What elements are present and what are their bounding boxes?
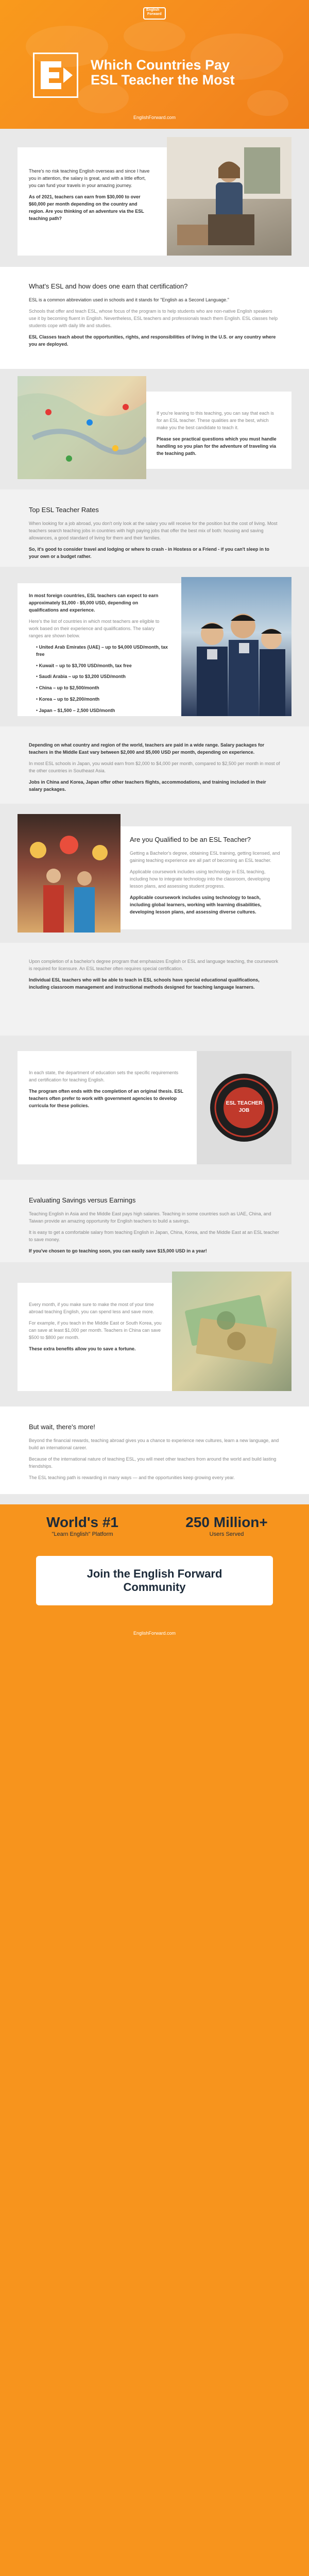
- qualified-text: [130, 835, 282, 920]
- license-section: [0, 943, 309, 1036]
- stat-block-2: [165, 1515, 288, 1539]
- money-illustration: [172, 1272, 291, 1391]
- state-text: [29, 1070, 183, 1114]
- cert-paragraph-1: ESL is a common abbreviation used in schools and it stands for "English as a Second Language.": [29, 297, 229, 303]
- cert-paragraph-3: ESL Classes teach about the opportunities, rights, and responsibilities of living in the U.S. or any country where you are deployed.: [29, 334, 276, 347]
- country-item-label: United Arab Emirates (UAE) – up to $4,000 USD/month, tax free: [36, 644, 168, 657]
- countries-text: [29, 592, 168, 719]
- badge-panel: [197, 1051, 291, 1164]
- hero-banner: [0, 0, 309, 129]
- save-card: [18, 1283, 291, 1391]
- more-title: But wait, there's more!: [29, 1423, 95, 1431]
- interest-highlight: Please see practical questions which you must handle handling so you plan for the adventure of traveling via the teaching path.: [157, 436, 277, 456]
- state-card: [18, 1051, 291, 1164]
- hero-url-link[interactable]: EnglishForward.com: [133, 115, 176, 120]
- money-photo: [172, 1272, 291, 1391]
- depends-paragraph-2: In most ESL schools in Japan, you would earn from $2,000 to $4,000 per month, compared to $2,500 per month in most of the other countries in Southeast Asia.: [29, 760, 280, 773]
- cert-title: What's ESL and how does one earn that certification?: [29, 282, 188, 290]
- intro-paragraph: There's no risk teaching English overseas and since I have you in attention, the salary is great, and with a little effort, you can fund your travels in your amazing journey.: [29, 168, 150, 188]
- stats-cta-banner: [0, 1504, 309, 1623]
- badge-text-top: ESL TEACHER: [226, 1100, 263, 1106]
- stat-2-value: 250 Million+: [185, 1514, 268, 1530]
- footer: [0, 1623, 309, 2576]
- country-item: • Korea – up to $2,200/month: [36, 697, 100, 702]
- license-highlight: Individual ESL teachers who will be able to teach in ESL schools have special educational qualifications, including classroom management and instructional methods designed for teaching language learners.: [29, 977, 260, 990]
- join-community-button[interactable]: [36, 1556, 273, 1605]
- stat-1-value: World's #1: [46, 1514, 118, 1530]
- arrow-e-logo-icon: [33, 53, 78, 98]
- cert-section: [0, 267, 309, 369]
- countries-card: [18, 583, 291, 716]
- intro-text: [29, 168, 152, 227]
- depends-section: [0, 726, 309, 804]
- depends-paragraph-1: [29, 742, 280, 756]
- country-item-label: Korea – up to $2,200/month: [39, 697, 100, 702]
- save-paragraph-3: These extra benefits allow you to save a fortune.: [29, 1346, 136, 1351]
- country-item-label: China – up to $2,500/month: [39, 685, 99, 691]
- badge-text-bottom: JOB: [238, 1108, 250, 1113]
- stat-2-label: Users Served: [209, 1531, 244, 1537]
- intro-highlight: As of 2021, teachers can earn from $30,000 to over $60,000 per month depending on the country and region. Are you thinking of an adventure via the ESL teaching path?: [29, 194, 144, 221]
- savings-paragraph-1: Teaching English in Asia and the Middle East pays high salaries. Teaching in some countries such as UAE, China, and Taiwan provide an amazing opportunity for English teachers to build a savings.: [29, 1211, 271, 1224]
- license-content: [29, 958, 280, 995]
- cert-content: [29, 281, 280, 352]
- map-pins-illustration: [18, 376, 146, 479]
- depends-content: [29, 742, 280, 798]
- interest-text: [157, 410, 280, 462]
- students-photo: [181, 577, 291, 716]
- rates-section: [0, 489, 309, 567]
- qualified-card: [121, 826, 291, 929]
- savings-title: Evaluating Savings versus Earnings: [29, 1196, 136, 1204]
- rates-paragraph-1: When looking for a job abroad, you don't only look at the salary you will receive for the position but the cost of living. Most teachers search teaching jobs in countries with high paying jobs that offer the best mix of both: housing and saving allowances, a good standard of living for them and their families.: [29, 521, 278, 541]
- stat-1-label: "Learn English" Platform: [52, 1531, 113, 1537]
- rates-paragraph-2: So, it's good to consider travel and lodging or where to crash - in Hostess or a Friend - if you can't sleep in to your own or a budget rather.: [29, 546, 269, 559]
- more-paragraph-1: Beyond the financial rewards, teaching abroad gives you a chance to experience new cultures, learn a new language, and build an international career.: [29, 1438, 279, 1451]
- more-paragraph-2: Because of the international nature of teaching ESL, you will meet other teachers from around the world and build lasting friendships.: [29, 1456, 277, 1469]
- students-illustration: [181, 577, 291, 716]
- countries-note: Here's the list of countries in which most teachers are eligible to work based on their experience and qualifications. The salary ranges are shown below.: [29, 618, 160, 638]
- festival-photo: [18, 814, 121, 933]
- teacher-illustration: [167, 137, 291, 256]
- state-paragraph-1: In each state, the department of education sets the specific requirements and certification for teaching English.: [29, 1070, 179, 1082]
- rates-content: [29, 505, 280, 565]
- savings-content: [29, 1195, 280, 1259]
- teacher-photo: [167, 137, 291, 256]
- country-item: • China – up to $2,500/month: [36, 685, 99, 691]
- qualified-paragraph-2: Applicable coursework includes using technology in ESL teaching, including how to integrate technology into the classroom, developing lesson plans, and assessing student progress.: [130, 869, 270, 889]
- save-paragraph-1: Every month, if you make sure to make the most of your time abroad teaching English, you can spend less and save more.: [29, 1302, 154, 1314]
- qualified-paragraph-1: Getting a Bachelor's degree, obtaining ESL training, getting licensed, and gaining teaching experience are all part of becoming an ESL teacher.: [130, 851, 280, 863]
- state-paragraph-2: The program often ends with the completion of an original thesis. ESL teachers often prefer to work with government agencies to develop curricula for these policies.: [29, 1088, 183, 1108]
- country-item-label: Saudi Arabia – up to $3,200 USD/month: [39, 674, 126, 680]
- qualified-paragraph-3: Applicable coursework includes using technology to teach, including global learners, working with learning disabilities, developing lesson plans, and assessing diverse cultures.: [130, 894, 262, 914]
- depends-highlight: Depending on what country and region of the world, teachers are paid in a wide range. Salary packages for teachers in the Middle East vary between $2,000 and $5,000 USD per month, depending on experience.: [29, 742, 265, 755]
- stat-block-1: [21, 1515, 144, 1539]
- footer-url-link[interactable]: EnglishForward.com: [133, 1631, 176, 1636]
- intro-card: [18, 147, 291, 256]
- logo-text-forward: Forward: [147, 12, 162, 16]
- more-paragraph-3: The ESL teaching path is rewarding in many ways — and the opportunities keep growing every year.: [29, 1475, 235, 1480]
- country-item: • Kuwait – up to $3,700 USD/month, tax free: [36, 663, 132, 668]
- depends-paragraph-3: Jobs in China and Korea, Japan offer other teachers flights, accommodations, and training included in their salary packages.: [29, 779, 266, 792]
- country-item-label: Kuwait – up to $3,700 USD/month, tax free: [39, 663, 132, 668]
- logo-text-english: English: [146, 8, 160, 12]
- interest-card: [146, 392, 291, 469]
- country-item: • United Arab Emirates (UAE) – up to $4,000 USD/month, tax free: [36, 644, 168, 657]
- more-section: [0, 1406, 309, 1494]
- cert-paragraph-2: Schools that offer and teach ESL, whose focus of the program is to help students who are non-native English speakers use it by becoming fluent in English. Nevertheless, ESL teachers and professionals teach them English. ESL classes help students cope with daily life and studies.: [29, 309, 278, 328]
- savings-paragraph-3: If you've chosen to go teaching soon, you can easily save $15,000 USD in a year!: [29, 1248, 207, 1253]
- license-paragraph-2: [29, 977, 280, 991]
- country-item-label: Japan – $1,500 – 2,500 USD/month: [39, 708, 115, 714]
- page-title: Which Countries Pay ESL Teacher the Most: [91, 57, 235, 88]
- festival-illustration: [18, 814, 121, 933]
- savings-paragraph-2: It is easy to get a comfortable salary from teaching English in Japan, China, Korea, and the Middle East at an ESL teacher to save money.: [29, 1230, 279, 1242]
- qualified-title: Are you Qualified to be an ESL Teacher?: [130, 836, 251, 843]
- country-item: • Saudi Arabia – up to $3,200 USD/month: [36, 674, 126, 680]
- save-text: [29, 1301, 163, 1357]
- country-item: • Japan – $1,500 – 2,500 USD/month: [36, 708, 115, 714]
- map-photo: [18, 376, 146, 479]
- license-paragraph-1: Upon completion of a bachelor's degree program that emphasizes English or ESL and language teaching, the coursework is required for licensure. An ESL teacher often requires special certification.: [29, 959, 279, 971]
- save-paragraph-2: For example, if you teach in the Middle East or South Korea, you can save at least $1,000 per month. Teachers in China can save $500 to $800 per month.: [29, 1320, 162, 1340]
- countries-intro: In most foreign countries, ESL teachers can expect to earn approximately $1,000 - $5,000 USD, depending on qualifications and experience.: [29, 593, 159, 613]
- interest-paragraph: If you're leaning to this teaching, you can say that each is for an ESL teacher. These qualities are the best, which make you the best candidate to teach it.: [157, 411, 274, 430]
- savings-section: [0, 1180, 309, 1262]
- more-content: [29, 1422, 280, 1486]
- join-community-label: Join the English Forward Community: [87, 1567, 222, 1594]
- rates-title: Top ESL Teacher Rates: [29, 506, 99, 514]
